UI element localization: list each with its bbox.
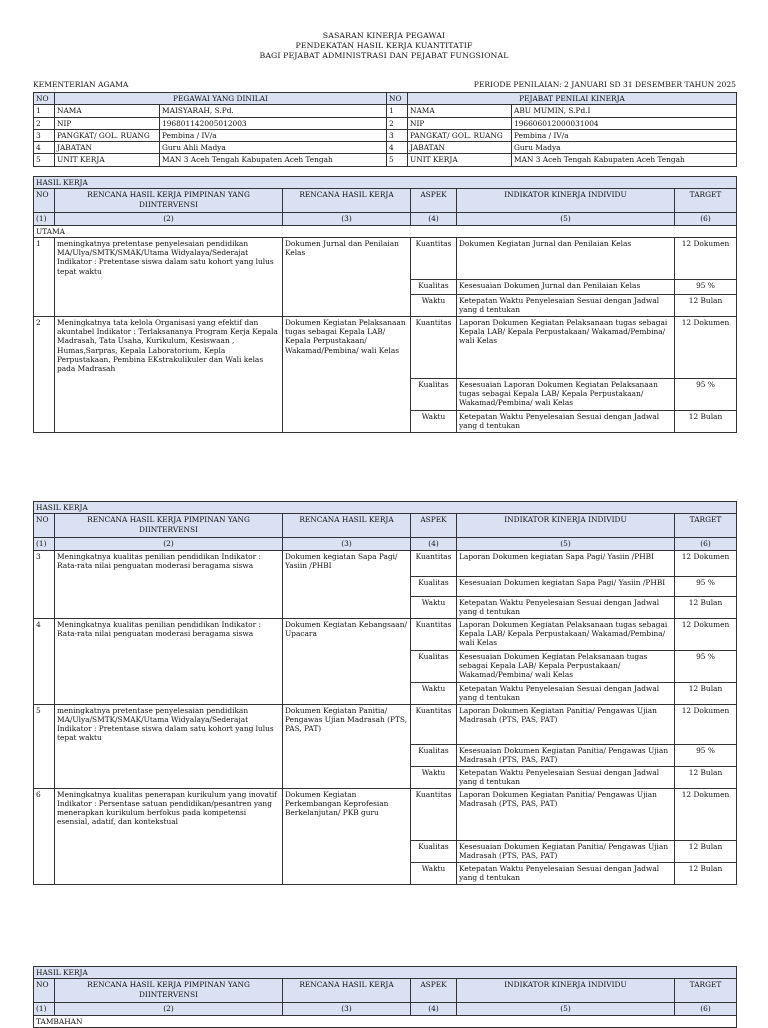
indikator-text: Laporan Dokumen Kegiatan Pelaksanaan tugas sebagai Kepala LAB/ Kepala Perpustakaan/ Wakamad/Pembina/ wali Kelas (457, 316, 675, 378)
section-title: HASIL KERJA (34, 502, 737, 514)
field-label: JABATAN (55, 142, 160, 154)
table-row (34, 704, 737, 744)
target-value: 12 Bulan (675, 596, 737, 618)
identity-row (34, 154, 737, 166)
target-value: 12 Bulan (675, 840, 737, 862)
pegawai-value: MAISYARAH, S.Pd. (160, 105, 387, 117)
penilai-value: 196606012000031004 (512, 117, 737, 129)
section-row (34, 177, 737, 189)
row-number: 1 (387, 105, 408, 117)
table-row (34, 316, 737, 378)
pegawai-value: Guru Ahli Madya (160, 142, 387, 154)
col-number: (5) (457, 1003, 675, 1015)
indikator-text: Kesesuaian Dokumen Jurnal dan Penilaian Kelas (457, 279, 675, 294)
rencana-pimpinan-text: meningkatnya pretentase penyelesaian pendidikan MA/Ulya/SMTK/SMAK/Utama Widyalaya/Sederajat Indikator : Pretentase siswa dalam satu kohort yang lulus tepat waktu (55, 704, 283, 788)
utama-label: UTAMA (34, 225, 737, 237)
identity-row (34, 129, 737, 141)
identity-row (34, 142, 737, 154)
section-title: HASIL KERJA (34, 177, 737, 189)
indikator-text: Ketepatan Waktu Penyelesaian Sesuai dengan Jadwal yang d tentukan (457, 596, 675, 618)
penilai-value: ABU MUMIN, S.Pd.I (512, 105, 737, 117)
target-value: 12 Dokumen (675, 704, 737, 744)
row-number: 3 (34, 550, 55, 618)
field-label: PANGKAT/ GOL. RUANG (55, 129, 160, 141)
col-target-header: TARGET (675, 514, 737, 538)
table-row (34, 788, 737, 840)
col-no-header: NO (34, 189, 55, 213)
col-no-header: NO (34, 93, 55, 105)
field-label: NAMA (408, 105, 512, 117)
col-number: (6) (675, 1003, 737, 1015)
indikator-text: Laporan Dokumen Kegiatan Pelaksanaan tugas sebagai Kepala LAB/ Kepala Perpustakaan/ Wakamad/Pembina/ wali Kelas (457, 618, 675, 650)
row-number: 5 (387, 154, 408, 166)
row-number: 2 (387, 117, 408, 129)
penilai-value: MAN 3 Aceh Tengah Kabupaten Aceh Tengah (512, 154, 737, 166)
col-no-header: NO (34, 979, 55, 1003)
indikator-text: Laporan Dokumen Kegiatan Panitia/ Pengawas Ujian Madrasah (PTS, PAS, PAT) (457, 704, 675, 744)
target-value: 12 Dokumen (675, 316, 737, 378)
target-value: 12 Dokumen (675, 237, 737, 279)
tambahan-label: TAMBAHAN (34, 1015, 737, 1027)
penilai-header: PEJABAT PENILAI KINERJA (408, 93, 737, 105)
col-number: (2) (55, 213, 283, 225)
col-number: (2) (55, 1003, 283, 1015)
row-number: 1 (34, 237, 55, 316)
column-number-row (34, 213, 737, 225)
col-number: (2) (55, 538, 283, 550)
document-header (0, 31, 768, 61)
rencana-pimpinan-text: Meningkatnya kualitas penilian pendidikan Indikator : Rata-rata nilai penguatan moderasi beragama siswa (55, 550, 283, 618)
aspek-label: Kualitas (411, 576, 457, 596)
row-number: 1 (34, 105, 55, 117)
col-rencana-header: RENCANA HASIL KERJA (283, 189, 411, 213)
col-number: (6) (675, 213, 737, 225)
col-indikator-header: INDIKATOR KINERJA INDIVIDU (457, 189, 675, 213)
aspek-label: Waktu (411, 596, 457, 618)
utama-row (34, 225, 737, 237)
row-number: 6 (34, 788, 55, 884)
row-number: 4 (34, 142, 55, 154)
row-number: 5 (34, 154, 55, 166)
doc-title: SASARAN KINERJA PEGAWAI (322, 31, 446, 40)
meta-row (33, 80, 736, 89)
field-label: UNIT KERJA (408, 154, 512, 166)
table-header-row (34, 514, 737, 538)
aspek-label: Waktu (411, 294, 457, 316)
table-row (34, 237, 737, 279)
tambahan-row (34, 1015, 737, 1027)
target-value: 95 % (675, 378, 737, 410)
row-number: 3 (34, 129, 55, 141)
rencana-hasil-kerja-text: Dokumen Kegiatan Pelaksanaan tugas sebagai Kepala LAB/ Kepala Perpustakaan/ Wakamad/Pembina/ wali Kelas (283, 316, 411, 432)
aspek-label: Kuantitas (411, 237, 457, 279)
target-value: 95 % (675, 650, 737, 682)
aspek-label: Kualitas (411, 650, 457, 682)
section-row (34, 502, 737, 514)
target-value: 12 Bulan (675, 410, 737, 432)
indikator-text: Ketepatan Waktu Penyelesaian Sesuai dengan Jadwal yang d tentukan (457, 862, 675, 884)
col-aspek-header: ASPEK (411, 514, 457, 538)
rencana-hasil-kerja-text: Dokumen Jurnal dan Penilaian Kelas (283, 237, 411, 316)
target-value: 12 Bulan (675, 862, 737, 884)
indikator-text: Kesesuaian Dokumen kegiatan Sapa Pagi/ Yasiin /PHBI (457, 576, 675, 596)
target-value: 12 Bulan (675, 766, 737, 788)
col-number: (3) (283, 538, 411, 550)
col-pimpinan-header: RENCANA HASIL KERJA PIMPINAN YANG DIINTERVENSI (55, 979, 283, 1003)
aspek-label: Waktu (411, 766, 457, 788)
section-title: HASIL KERJA (34, 967, 737, 979)
rencana-pimpinan-text: Meningkatnya tata kelola Organisasi yang efektif dan akuntabel Indikator : Terlaksananya Program Kerja Kepala Madrasah, Tata Usaha, Kurikulum, Kesiswaan , Humas,Sarpras, Kepala Laboratorium, Kepla Perpustakaan, Pembina EKstrakulikuler dan Wali kelas pada Madrasah (55, 316, 283, 432)
target-value: 12 Dokumen (675, 788, 737, 840)
doc-subtitle: PENDEKATAN HASIL KERJA KUANTITATIF (295, 41, 473, 51)
col-number: (1) (34, 538, 55, 550)
col-indikator-header: INDIKATOR KINERJA INDIVIDU (457, 979, 675, 1003)
indikator-text: Dokumen Kegiatan Jurnal dan Penilaian Kelas (457, 237, 675, 279)
aspek-label: Kualitas (411, 840, 457, 862)
col-rencana-header: RENCANA HASIL KERJA (283, 514, 411, 538)
target-value: 95 % (675, 576, 737, 596)
column-number-row (34, 1003, 737, 1015)
indikator-text: Ketepatan Waktu Penyelesaian Sesuai dengan Jadwal yang d tentukan (457, 766, 675, 788)
doc-subtitle-2: BAGI PEJABAT ADMINISTRASI DAN PEJABAT FUNGSIONAL (259, 51, 509, 61)
target-value: 95 % (675, 279, 737, 294)
target-value: 12 Dokumen (675, 550, 737, 576)
col-number: (3) (283, 1003, 411, 1015)
aspek-label: Waktu (411, 682, 457, 704)
target-value: 95 % (675, 744, 737, 766)
indikator-text: Kesesuaian Laporan Dokumen Kegiatan Pelaksanaan tugas sebagai Kepala LAB/ Kepala Perpustakaan/ Wakamad/Pembina/ wali Kelas (457, 378, 675, 410)
table-header-row (34, 189, 737, 213)
hasil-kerja-table-3 (33, 966, 737, 1028)
col-aspek-header: ASPEK (411, 189, 457, 213)
pegawai-value: MAN 3 Aceh Tengah Kabupaten Aceh Tengah (160, 154, 387, 166)
field-label: NAMA (55, 105, 160, 117)
ministry-label: KEMENTERIAN AGAMA (33, 80, 129, 89)
pegawai-value: 196801142005012003 (160, 117, 387, 129)
row-number: 4 (34, 618, 55, 704)
rencana-pimpinan-text: meningkatnya pretentase penyelesaian pendidikan MA/Ulya/SMTK/SMAK/Utama Widyalaya/Sederajat Indikator : Pretentase siswa dalam satu kohort yang lulus tepat waktu (55, 237, 283, 316)
col-number: (5) (457, 538, 675, 550)
col-indikator-header: INDIKATOR KINERJA INDIVIDU (457, 514, 675, 538)
aspek-label: Kuantitas (411, 316, 457, 378)
aspek-label: Kualitas (411, 279, 457, 294)
row-number: 2 (34, 316, 55, 432)
row-number: 5 (34, 704, 55, 788)
rencana-hasil-kerja-text: Dokumen Kegiatan Kebangsaan/ Upacara (283, 618, 411, 704)
indikator-text: Ketepatan Waktu Penyelesaian Sesuai dengan Jadwal yang d tentukan (457, 682, 675, 704)
indikator-text: Ketepatan Waktu Penyelesaian Sesuai dengan Jadwal yang d tentukan (457, 410, 675, 432)
col-number: (1) (34, 1003, 55, 1015)
field-label: NIP (55, 117, 160, 129)
aspek-label: Kuantitas (411, 788, 457, 840)
col-pimpinan-header: RENCANA HASIL KERJA PIMPINAN YANG DIINTERVENSI (55, 514, 283, 538)
hasil-kerja-table-2 (33, 501, 737, 885)
rencana-hasil-kerja-text: Dokumen kegiatan Sapa Pagi/ Yasiin /PHBI (283, 550, 411, 618)
col-no-header: NO (34, 514, 55, 538)
col-number: (4) (411, 1003, 457, 1015)
col-number: (3) (283, 213, 411, 225)
aspek-label: Kualitas (411, 744, 457, 766)
col-number: (1) (34, 213, 55, 225)
field-label: PANGKAT/ GOL. RUANG (408, 129, 512, 141)
aspek-label: Kuantitas (411, 704, 457, 744)
aspek-label: Kuantitas (411, 550, 457, 576)
period-label: PERIODE PENILAIAN: 2 JANUARI SD 31 DESEMBER TAHUN 2025 (473, 80, 736, 89)
col-number: (4) (411, 538, 457, 550)
indikator-text: Laporan Dokumen Kegiatan Panitia/ Pengawas Ujian Madrasah (PTS, PAS, PAT) (457, 788, 675, 840)
column-number-row (34, 538, 737, 550)
row-number: 3 (387, 129, 408, 141)
rencana-pimpinan-text: Meningkatnya kualitas penerapan kurikulum yang inovatif Indikator : Persentase satuan pendidikan/pesantren yang menerapkan kurikulum berfokus pada kompetensi esensial, adatif, dan kontekstual (55, 788, 283, 884)
col-number: (5) (457, 213, 675, 225)
target-value: 12 Bulan (675, 294, 737, 316)
rencana-pimpinan-text: Meningkatnya kualitas penilian pendidikan Indikator : Rata-rata nilai penguatan moderasi beragama siswa (55, 618, 283, 704)
indikator-text: Kesesuaian Dokumen Kegiatan Pelaksanaan tugas sebagai Kepala LAB/ Kepala Perpustakaan/ Wakamad/Pembina/ wali Kelas (457, 650, 675, 682)
col-aspek-header: ASPEK (411, 979, 457, 1003)
indikator-text: Laporan Dokumen kegiatan Sapa Pagi/ Yasiin /PHBI (457, 550, 675, 576)
hasil-kerja-table-1 (33, 176, 737, 433)
target-value: 12 Dokumen (675, 618, 737, 650)
field-label: UNIT KERJA (55, 154, 160, 166)
aspek-label: Waktu (411, 862, 457, 884)
identity-header-row (34, 93, 737, 105)
identity-table (33, 92, 737, 167)
indikator-text: Ketepatan Waktu Penyelesaian Sesuai dengan Jadwal yang d tentukan (457, 294, 675, 316)
table-row (34, 618, 737, 650)
aspek-label: Waktu (411, 410, 457, 432)
indikator-text: Kesesuaian Dokumen Kegiatan Panitia/ Pengawas Ujian Madrasah (PTS, PAS, PAT) (457, 744, 675, 766)
section-row (34, 967, 737, 979)
row-number: 2 (34, 117, 55, 129)
col-number: (4) (411, 213, 457, 225)
aspek-label: Kualitas (411, 378, 457, 410)
penilai-value: Guru Madya (512, 142, 737, 154)
identity-row (34, 117, 737, 129)
rencana-hasil-kerja-text: Dokumen Kegiatan Perkembangan Keprofesian Berkelanjutan/ PKB guru (283, 788, 411, 884)
col-pimpinan-header: RENCANA HASIL KERJA PIMPINAN YANG DIINTERVENSI (55, 189, 283, 213)
aspek-label: Kuantitas (411, 618, 457, 650)
col-number: (6) (675, 538, 737, 550)
penilai-value: Pembina / IV/a (512, 129, 737, 141)
rencana-hasil-kerja-text: Dokumen Kegiatan Panitia/ Pengawas Ujian Madrasah (PTS, PAS, PAT) (283, 704, 411, 788)
col-target-header: TARGET (675, 189, 737, 213)
col-rencana-header: RENCANA HASIL KERJA (283, 979, 411, 1003)
col-target-header: TARGET (675, 979, 737, 1003)
pegawai-value: Pembina / IV/a (160, 129, 387, 141)
identity-row (34, 105, 737, 117)
pegawai-header: PEGAWAI YANG DINILAI (55, 93, 387, 105)
field-label: JABATAN (408, 142, 512, 154)
table-header-row (34, 979, 737, 1003)
target-value: 12 Bulan (675, 682, 737, 704)
table-row (34, 550, 737, 576)
field-label: NIP (408, 117, 512, 129)
indikator-text: Kesesuaian Dokumen Kegiatan Panitia/ Pengawas Ujian Madrasah (PTS, PAS, PAT) (457, 840, 675, 862)
col-no-header-right: NO (387, 93, 408, 105)
row-number: 4 (387, 142, 408, 154)
